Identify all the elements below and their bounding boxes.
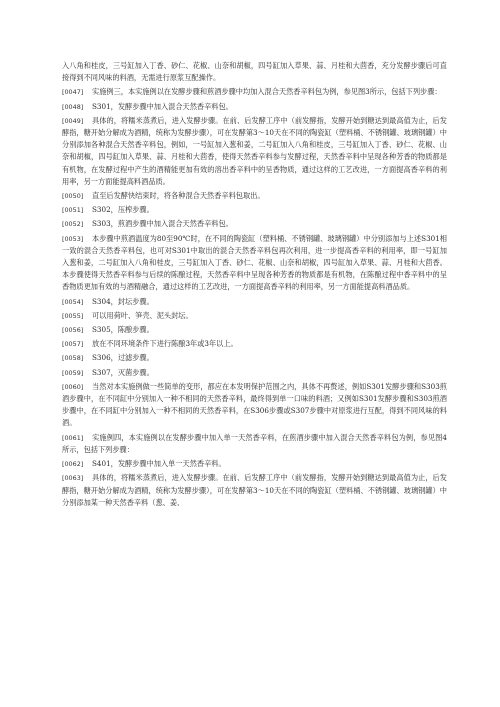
paragraph-text: S307，灭菌步骤。 (92, 367, 154, 377)
paragraph (62, 101, 447, 113)
paragraph-number: [0060] (62, 382, 84, 391)
paragraph-number: [0049] (62, 116, 84, 125)
paragraph-number: [0058] (62, 354, 84, 363)
paragraph (62, 204, 447, 216)
paragraph-text: 实施例四，本实施例以在发酵步骤中加入单一天然香辛料，在煎酒步骤中加入混合天然香辛料包为例，参见图4所示，包括下列步骤： (62, 432, 447, 454)
paragraph (62, 310, 447, 322)
paragraph-text: 直至后发酵快结束时，将各种混合天然香辛料包取出。 (92, 191, 265, 201)
paragraph-text: S305，陈酿步骤。 (92, 325, 154, 335)
paragraph (62, 218, 447, 230)
paragraph-number: [0051] (62, 206, 84, 215)
paragraph (62, 367, 447, 379)
paragraph (62, 233, 447, 294)
paragraph-text: 实施例三，本实施例以在发酵步骤和煎酒步骤中均加入混合天然香辛料包为例，参见图3所示，包括下列步骤： (92, 87, 442, 97)
paragraph-text: 放在不同环境条件下进行陈酿3年或3年以上。 (92, 339, 238, 349)
paragraph (62, 115, 447, 188)
paragraph-text: S401，发酵步骤中加入单一天然香辛料。 (92, 459, 226, 469)
paragraph-text: S301，发酵步骤中加入混合天然香辛料包。 (92, 101, 233, 111)
paragraph-number: [0047] (62, 88, 84, 97)
paragraph (62, 190, 447, 202)
paragraph-number: [0050] (62, 192, 84, 201)
paragraph (62, 472, 447, 509)
paragraph (62, 432, 447, 456)
paragraph-text: 具体的，将糯米蒸煮后，进入发酵步骤。在前、后发酵工序中（前发酵指，发酵开始到糖达到最高值为止，后发酵指，糖开始分解成为酒精，统称为发酵步骤），可在发酵第3～10天在不同的陶瓷缸（塑料桶、不锈钢罐、玻璃钢罐）中分别添加各种混合天然香辛料包，例如，一号缸加入葱和姜，二号缸加入八角和桂皮，三号缸加入丁香、砂仁、花椒、山奈和胡椒，四号缸加入草果、蒜、月桂和大茴香，使得天然香辛料参与发酵过程，天然香辛料中呈现各种芳香的物质都是有机物，在发酵过程中产生的酒精能更加有效的溶出香辛料中的呈香物质，通过这样的工艺改进，一方面提高香辛料的利用率，另一方面能提高料酒品质。 (62, 115, 447, 186)
paragraph (62, 458, 447, 470)
paragraph-text: S304，封坛步骤。 (92, 296, 154, 306)
paragraph-number: [0053] (62, 234, 84, 243)
paragraph-text: S302，压榨步骤。 (92, 205, 154, 215)
paragraph-number: [0052] (62, 220, 84, 229)
paragraph (62, 381, 447, 430)
paragraph-text: 当然对本实施例做一些简单的变形，都应在本发明保护范围之内，具体不再赘述，例如S301发酵步骤和S303煎酒步骤中，在不同缸中分别加入一种不相同的天然香辛料，最终得到单一口味的料酒；又例如S301发酵步骤和S303煎酒步骤中，在不同缸中分别加入一种不相同的天然香辛料，在S306步骤或S307步骤中对原浆进行互配，得到不同风味的料酒。 (62, 381, 447, 428)
paragraph-text: 本步骤中煎酒温度为80至90℃时，在不同的陶瓷缸（塑料桶、不锈钢罐、玻璃钢罐）中分别添加与上述S301相一致的混合天然香辛料包，也可对S301中取出的混合天然香辛料包再次利用，进一步提高香辛料的利用率，即一号缸加入葱和姜，二号缸加入八角和桂皮，三号缸加入丁香、砂仁、花椒、山奈和胡椒，四号缸加入草果、蒜、月桂和大茴香。本步骤使得天然香辛料参与后续的陈酿过程，天然香辛料中呈现各种芳香的物质都是有机物，在陈酿过程中香辛料中的呈香物质更加有效的与酒精融合，通过这样的工艺改进，一方面提高香辛料的利用率，另一方面能提高料酒品质。 (62, 233, 447, 292)
paragraph-text: 具体的，将糯米蒸煮后，进入发酵步骤。在前、后发酵工序中（前发酵指，发酵开始到糖达到最高值为止，后发酵指，糖开始分解成为酒精，统称为发酵步骤），可在发酵第3～10天在不同的陶瓷缸（塑料桶、不锈钢罐、玻璃钢罐）中分别添加某一种天然香辛料（葱、姜、 (62, 473, 447, 507)
paragraph-number: [0059] (62, 368, 84, 377)
paragraph (62, 296, 447, 308)
paragraph-number: [0061] (62, 433, 84, 442)
paragraph-number: [0062] (62, 460, 84, 469)
paragraph-number: [0055] (62, 311, 84, 320)
paragraph-text: 入八角和桂皮，三号缸加入丁香、砂仁、花椒、山奈和胡椒，四号缸加入草果、蒜、月桂和大茴香，充分发酵步骤后可直接得到不同风味的料酒，无需进行原浆互配操作。 (62, 61, 447, 83)
paragraph-number: [0048] (62, 102, 84, 111)
paragraph-number: [0056] (62, 326, 84, 335)
paragraph-continuation (62, 60, 447, 84)
paragraph-number: [0063] (62, 474, 84, 483)
paragraph (62, 86, 447, 98)
paragraph-number: [0057] (62, 340, 84, 349)
paragraph-number: [0054] (62, 297, 84, 306)
paragraph (62, 324, 447, 336)
paragraph-text: S303，煎酒步骤中加入混合天然香辛料包。 (92, 219, 233, 229)
paragraph-text: 可以用荷叶、笋壳、泥头封坛。 (92, 310, 193, 320)
paragraph-text: S306，过滤步骤。 (92, 353, 154, 363)
paragraph (62, 352, 447, 364)
document-page (62, 60, 447, 511)
paragraph (62, 338, 447, 350)
